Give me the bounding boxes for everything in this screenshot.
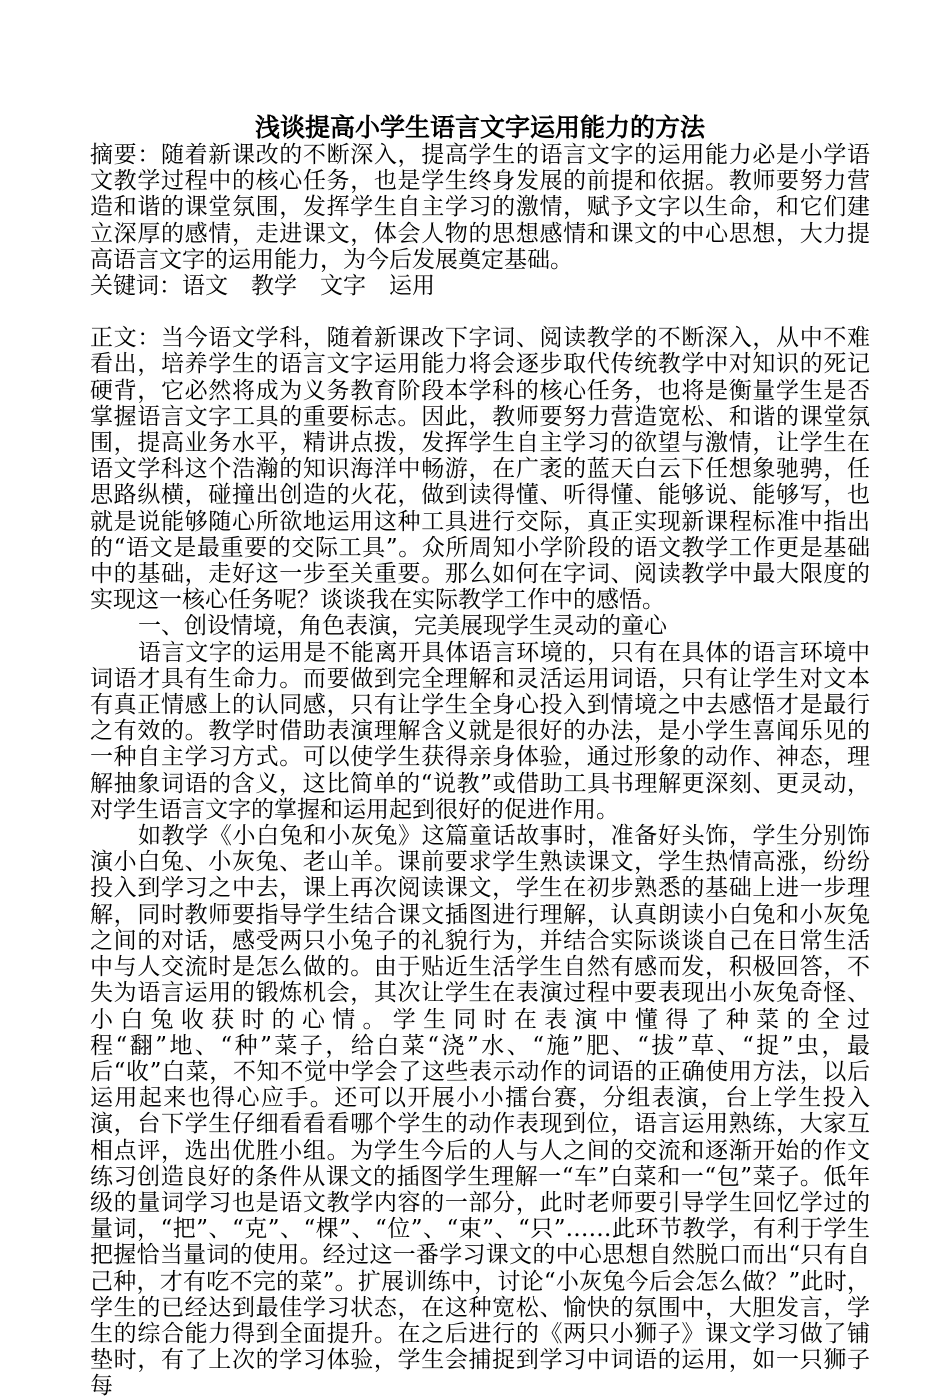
body-paragraph: 如教学《小白兔和小灰兔》这篇童话故事时，准备好头饰，学生分别饰演小白兔、小灰兔、老山羊。课前要求学生熟读课文，学生热情高涨，纷纷投入到学习之中去，课上再次阅读课文，学生在初步熟悉的基础上进一步理解，同时教师要指导学生结合课文插图进行理解，认真朗读小白兔和小灰兔之间的对话，感受两只小兔子的礼貌行为，并结合实际谈谈自己在日常生活中与人交流时是怎么做的。由于贴近生活学生自然有感而发，积极回答，不失为语言运用的锻炼机会，其次让学生在表演过程中要表现出小灰兔奇怪、小白兔收获时的心情。学生同时在表演中懂得了种菜的全过程“翻”地、“种”菜子，给白菜“浇”水、“施”肥、“拔”草、“捉”虫，最后“收”白菜，不知不觉中学会了这些表示动作的词语的正确使用方法，以后运用起来也得心应手。还可以开展小小擂台赛，分组表演，台上学生投入演，台下学生仔细看看看哪个学生的动作表现到位，语言运用熟练，大家互相点评，选出优胜小组。为学生今后的人与人之间的交流和逐渐开始的作文练习创造良好的条件从课文的插图学生理解一“车”白菜和一“包”菜子。低年级的量词学习也是语文教学内容的一部分，此时老师要引导学生回忆学过的量词，“把”、“克”、“棵”、“位”、“束”、“只”……此环节教学，有利于学生把握恰当量词的使用。经过这一番学习课文的中心思想自然脱口而出“只有自己种，才有吃不完的菜”。扩展训练中，讨论“小灰兔今后会怎么做？”此时，学生的已经达到最佳学习状态，在这种宽松、愉快的氛围中，大胆发言，学生的综合能力得到全面提升。在之后进行的《两只小狮子》课文学习做了铺垫时，有了上次的学习体验，学生会捕捉到学习中词语的运用，如一只狮子每 [90,823,870,1400]
body-intro-paragraph: 正文：当今语文学科，随着新课改下字词、阅读教学的不断深入，从中不难看出，培养学生的语言文字运用能力将会逐步取代传统教学中对知识的死记硬背，它必然将成为义务教育阶段本学科的核心任务，也将是衡量学生是否掌握语言文字工具的重要标志。因此，教师要努力营造宽松、和谐的课堂氛围，提高业务水平，精讲点拨，发挥学生自主学习的欲望与激情，让学生在语文学科这个浩瀚的知识海洋中畅游，在广袤的蓝天白云下任想象驰骋，任思路纵横，碰撞出创造的火花，做到读得懂、听得懂、能够说、能够写，也就是说能够随心所欲地运用这种工具进行交际，真正实现新课程标准中指出的“语文是最重要的交际工具”。众所周知小学阶段的语文教学工作更是基础中的基础，走好这一步至关重要。那么如何在字词、阅读教学中最大限度的实现这一核心任务呢？谈谈我在实际教学工作中的感悟。 [90,325,870,614]
document-page [90,114,870,1400]
document-title: 浅谈提高小学生语言文字运用能力的方法 [254,113,705,142]
blank-line [90,299,870,325]
section-heading: 一、创设情境，角色表演，完美展现学生灵动的童心 [138,613,667,640]
abstract-paragraph: 摘要：随着新课改的不断深入，提高学生的语言文字的运用能力必是小学语文教学过程中的核心任务，也是学生终身发展的前提和依据。教师要努力营造和谐的课堂氛围，发挥学生自主学习的激情，赋予文字以生命，和它们建立深厚的感情，走进课文，体会人物的思想感情和课文的中心思想，大力提高语言文字的运用能力，为今后发展奠定基础。 [90,142,870,273]
keywords-line: 关键词：语文 教学 文字 运用 [90,273,435,300]
body-paragraph: 语言文字的运用是不能离开具体语言环境的，只有在具体的语言环境中词语才具有生命力。而要做到完全理解和灵活运用词语，只有让学生对文本有真正情感上的认同感，只有让学生全身心投入到情境之中去感悟才是最行之有效的。教学时借助表演理解含义就是很好的办法，是小学生喜闻乐见的一种自主学习方式。可以使学生获得亲身体验，通过形象的动作、神态，理解抽象词语的含义，这比简单的“说教”或借助工具书理解更深刻、更灵动，对学生语言文字的掌握和运用起到很好的促进作用。 [90,639,870,823]
